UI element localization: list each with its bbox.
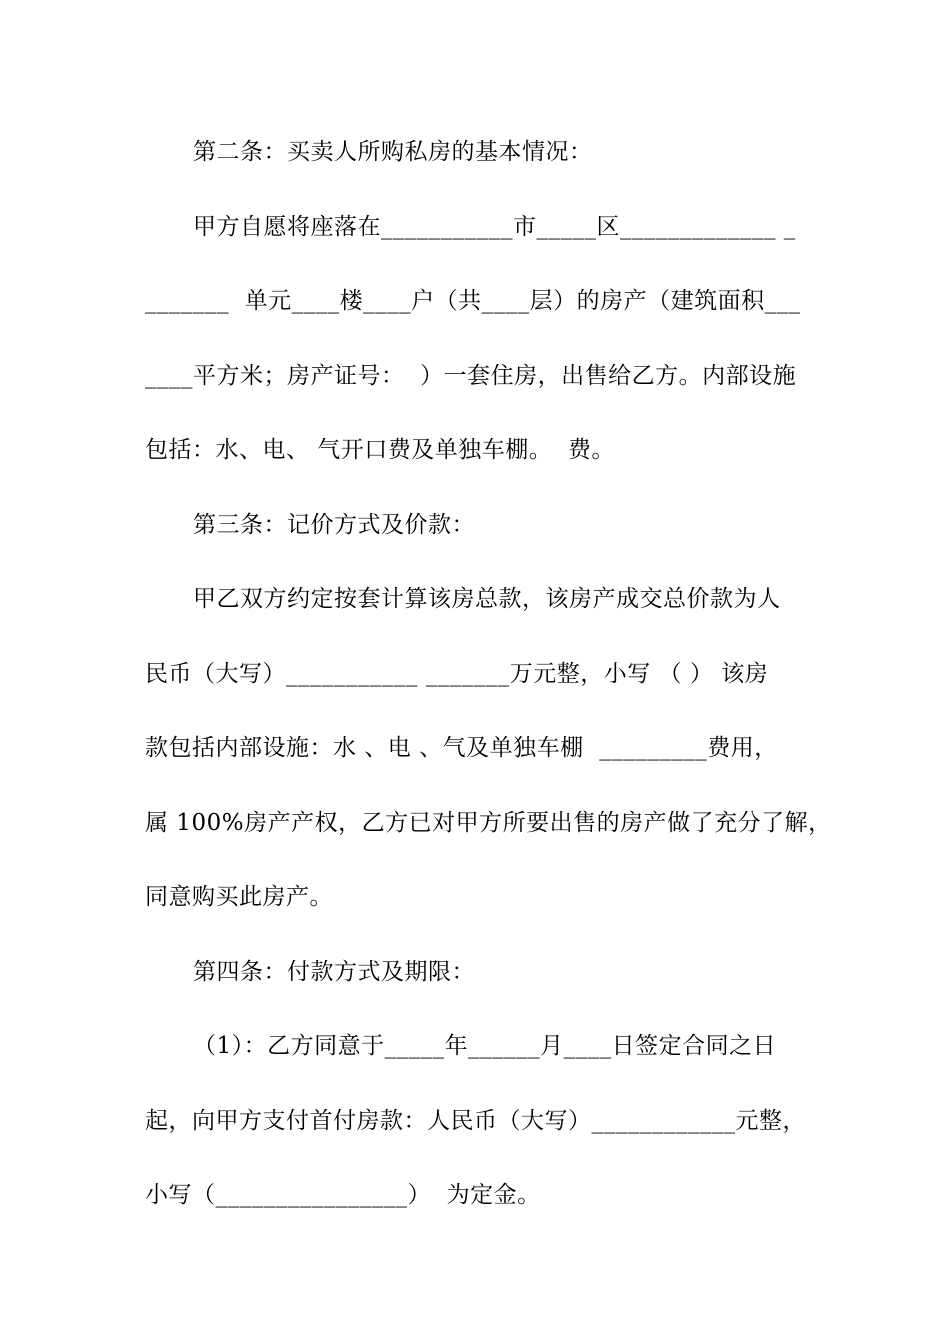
paragraph-line: 民币（大写）___________ _______万元整，小写 （ ） 该房 <box>145 661 769 687</box>
paragraph-line: 小写（________________） 为定金。 <box>145 1182 541 1208</box>
article-4-heading: 第四条：付款方式及期限： <box>193 959 475 985</box>
paragraph-line: 属 100%房产产权，乙方已对甲方所要出售的房产做了充分了解， <box>145 810 832 836</box>
paragraph-line: 同意购买此房产。 <box>145 884 333 910</box>
article-3-heading: 第三条：记价方式及价款： <box>193 512 475 538</box>
paragraph-line: 包括：水、电、 气开口费及单独车棚。 费。 <box>145 437 615 463</box>
paragraph-line: 起，向甲方支付首付房款：人民币（大写）____________元整， <box>145 1108 806 1134</box>
paragraph-line: 款包括内部设施：水 、电 、气及单独车棚 _________费用， <box>145 735 778 761</box>
article-2-heading: 第二条：买卖人所购私房的基本情况： <box>193 139 593 165</box>
paragraph-line: ____平方米；房产证号： ）一套住房，出售给乙方。内部设施 <box>145 363 797 389</box>
paragraph-line: （1）：乙方同意于_____年______月____日签定合同之日 <box>193 1033 777 1059</box>
paragraph-line: _______ 单元____楼____户（共____层）的房产（建筑面积___ <box>145 288 801 314</box>
paragraph-line: 甲方自愿将座落在___________市_____区_____________ _ <box>193 214 796 240</box>
paragraph-line: 甲乙双方约定按套计算该房总款，该房产成交总价款为人 <box>193 586 781 612</box>
